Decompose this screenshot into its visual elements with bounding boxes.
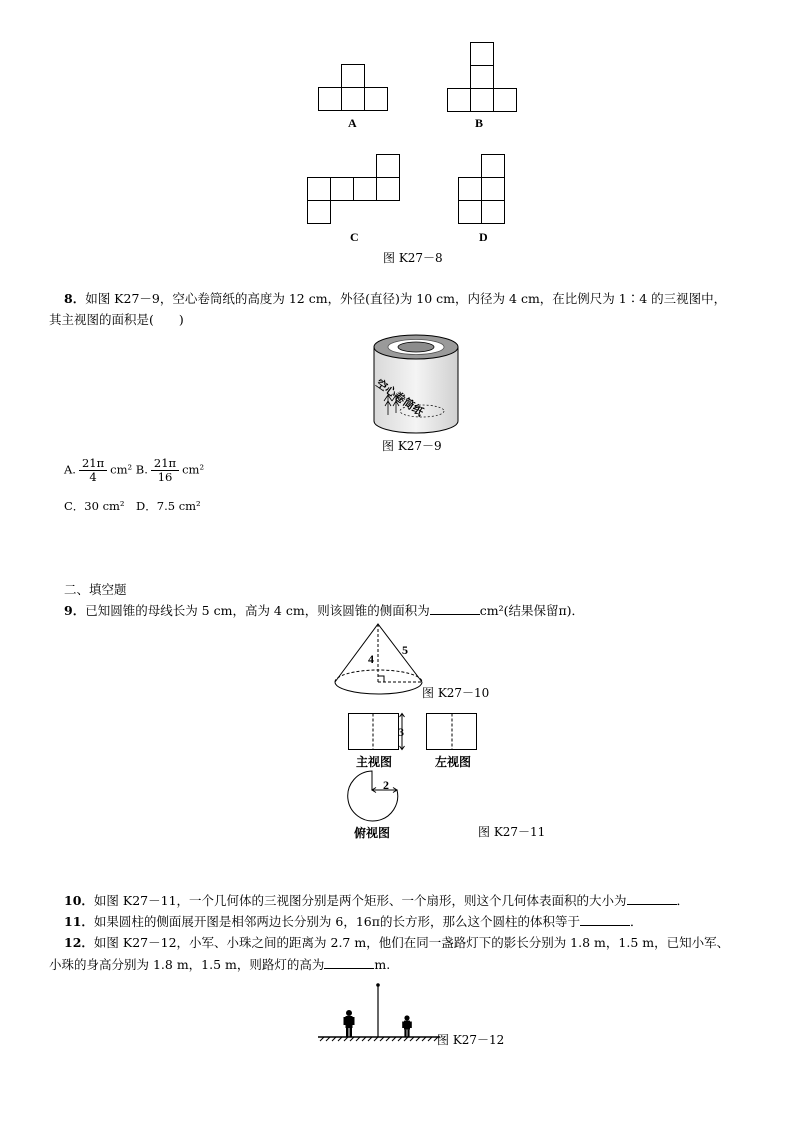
street-lamp-figure — [318, 982, 442, 1042]
q10-number: 10． — [64, 893, 94, 908]
q9-text-a: 已知圆锥的母线长为 5 cm，高为 4 cm，则该圆锥的侧面积为 — [85, 603, 430, 618]
cone-slant-label: 5 — [402, 643, 408, 657]
net-option-c-figure — [307, 154, 401, 224]
q8-option-a-denominator: 4 — [89, 470, 97, 484]
q8-option-a-unit: cm² — [110, 462, 133, 477]
cone-figure — [334, 622, 424, 698]
q8-option-a-fraction — [79, 457, 107, 484]
q12-line1 — [64, 935, 729, 951]
front-view-height-label: 3 — [398, 725, 404, 739]
left-view-label: 左视图 — [435, 755, 472, 769]
q8-options-cd: C．30 cm² D．7.5 cm² — [64, 499, 201, 513]
q12-text-line2b: m. — [374, 957, 391, 972]
front-view-label: 主视图 — [356, 755, 393, 769]
q9-text-b: cm²(结果保留π)． — [479, 603, 585, 618]
q8-option-a-letter: A. — [64, 462, 76, 477]
q8-option-a-numerator: 21π — [79, 457, 107, 471]
net-option-d-figure — [458, 154, 505, 224]
q8-text-line1: 如图 K27－9，空心卷筒纸的高度为 12 cm，外径(直径)为 10 cm，内径为 4 cm，在比例尺为 1∶4 的三视图中， — [85, 291, 727, 306]
q11-number: 11． — [64, 914, 94, 929]
q8-option-b-fraction — [151, 457, 179, 484]
net-option-a-figure — [318, 64, 388, 112]
q12-number: 12． — [64, 935, 94, 950]
q8-option-b-denominator: 16 — [157, 470, 173, 484]
q11-answer-blank[interactable] — [580, 914, 630, 926]
left-view-figure — [426, 713, 478, 751]
net-option-c-label: C — [350, 230, 359, 244]
q12-text-line1: 如图 K27－12，小军、小珠之间的距离为 2.7 m，他们在同一盏路灯下的影长分别为 1.8 m，1.5 m，已知小军、 — [93, 935, 730, 950]
net-option-a-label: A — [348, 116, 357, 130]
figure-k27-10-caption: 图 K27－10 — [422, 686, 490, 700]
paper-roll-label: 空心卷筒纸 — [373, 376, 426, 419]
q11-line — [64, 914, 642, 930]
q10-answer-blank[interactable] — [627, 893, 677, 905]
q9-number: 9． — [64, 603, 86, 618]
q12-answer-blank[interactable] — [324, 957, 374, 969]
q11-text-b: ． — [629, 914, 643, 929]
q8-number: 8． — [64, 291, 86, 306]
q8-option-b-letter: B. — [135, 462, 148, 477]
figure-k27-9-caption: 图 K27－9 — [382, 439, 442, 453]
q9-line — [64, 603, 584, 619]
top-view-label: 俯视图 — [354, 826, 391, 840]
q8-option-b-numerator: 21π — [151, 457, 179, 471]
q8-option-b-unit: cm² — [182, 462, 205, 477]
q11-text-a: 如果圆柱的侧面展开图是相邻两边长分别为 6，16π的长方形，那么这个圆柱的体积等于 — [93, 914, 580, 929]
figure-k27-12-caption: 图 K27－12 — [437, 1033, 505, 1047]
top-view-figure — [346, 770, 404, 822]
q10-text-a: 如图 K27－11，一个几何体的三视图分别是两个矩形、一个扇形，则这个几何体表面积的大小为 — [93, 893, 627, 908]
q12-text-line2a: 小珠的身高分别为 1.8 m，1.5 m，则路灯的高为 — [49, 957, 325, 972]
net-option-b-label: B — [475, 116, 484, 130]
net-option-b-figure — [447, 42, 517, 112]
net-option-d-label: D — [479, 230, 488, 244]
cone-height-label: 4 — [368, 652, 374, 666]
top-view-radius-label: 2 — [383, 778, 389, 792]
q8-text-line2: 其主视图的面积是( ) — [49, 312, 184, 327]
q12-line2 — [49, 957, 390, 973]
figure-k27-11-caption: 图 K27－11 — [478, 825, 546, 839]
q10-text-b: ． — [676, 893, 690, 908]
q9-answer-blank[interactable] — [430, 603, 480, 615]
section-2-title: 二、填空题 — [64, 582, 127, 597]
figure-k27-8-caption: 图 K27－8 — [383, 251, 443, 265]
q8-line1 — [64, 291, 726, 307]
q10-line — [64, 893, 689, 909]
q8-options-ab — [64, 457, 204, 484]
